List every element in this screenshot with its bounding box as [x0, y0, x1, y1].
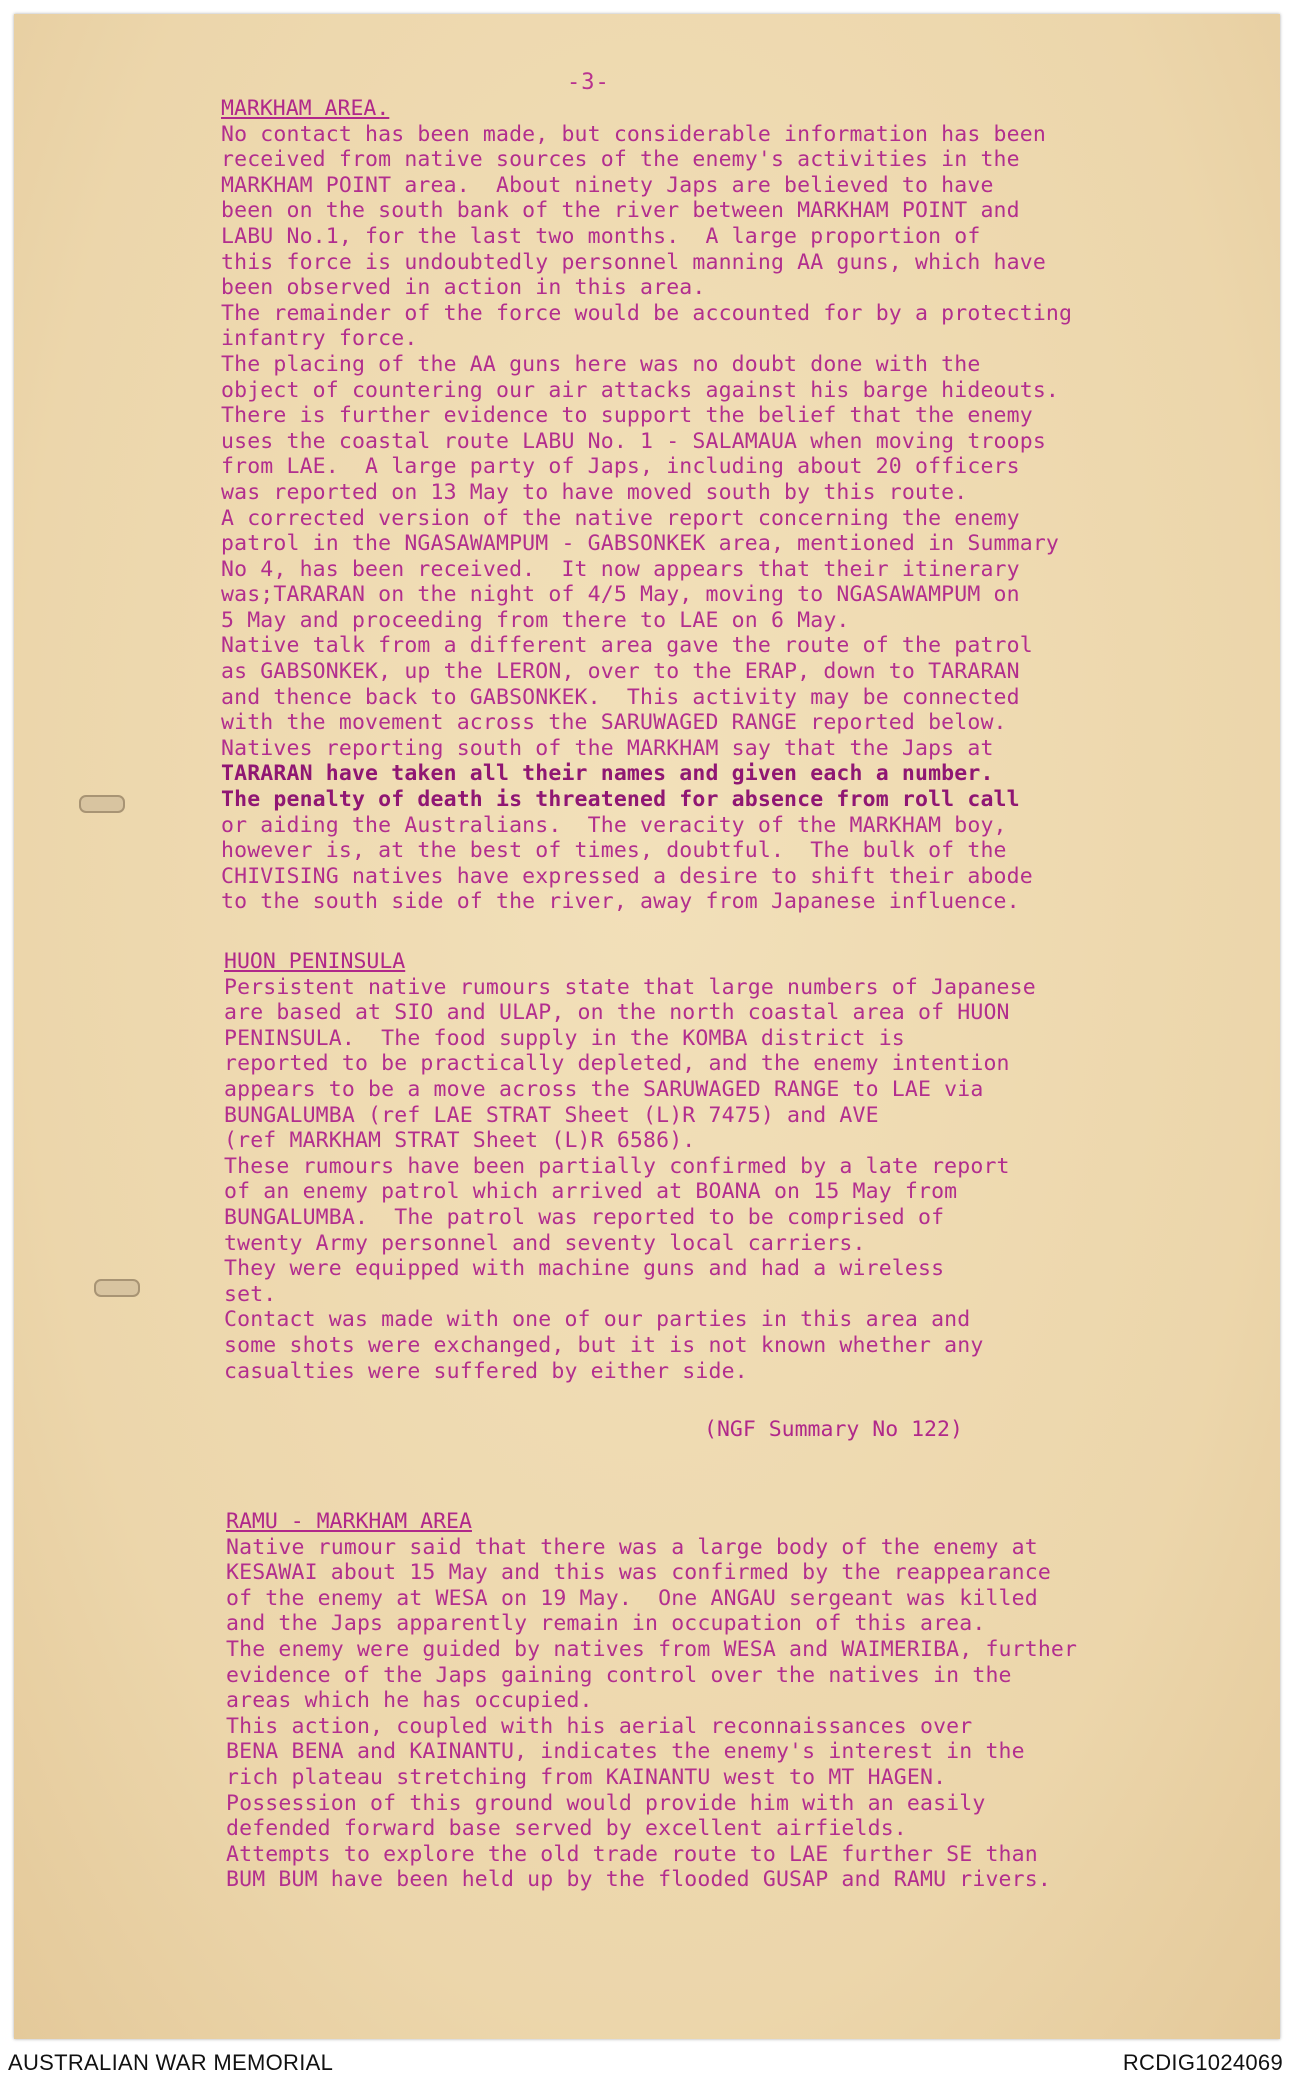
text-line: No contact has been made, but considerable information has been [221, 121, 1046, 147]
text-line: MARKHAM POINT area. About ninety Japs are believed to have [221, 172, 994, 198]
text-line: KESAWAI about 15 May and this was confirmed by the reappearance [226, 1560, 1051, 1586]
text-line: The placing of the AA guns here was no doubt done with the [221, 351, 981, 377]
text-line: with the movement across the SARUWAGED RANGE reported below. [221, 710, 1007, 736]
section-markham-area [221, 96, 1241, 915]
text-line: BUM BUM have been held up by the flooded GUSAP and RAMU rivers. [226, 1867, 1051, 1893]
text-line: defended forward base served by excellent airfields. [226, 1816, 907, 1842]
page-number: -3- [567, 70, 610, 95]
text-line: A corrected version of the native report concerning the enemy [221, 505, 1020, 531]
text-line: from LAE. A large party of Japs, including about 20 officers [221, 454, 1020, 480]
text-line: No 4, has been received. It now appears that their itinerary [221, 556, 1020, 582]
text-line: These rumours have been partially confirmed by a late report [224, 1153, 1010, 1179]
text-line: object of countering our air attacks against his barge hideouts. [221, 377, 1060, 403]
text-line: or aiding the Australians. The veracity of the MARKHAM boy, [221, 812, 1007, 838]
text-line: BUNGALUMBA (ref LAE STRAT Sheet (L)R 7475) and AVE [224, 1102, 879, 1128]
text-line: Possession of this ground would provide him with an easily [226, 1790, 986, 1816]
text-line: and thence back to GABSONKEK. This activity may be connected [221, 684, 1020, 710]
text-line: The remainder of the force would be accounted for by a protecting [221, 300, 1073, 326]
text-line: They were equipped with machine guns and had a wireless [224, 1256, 945, 1282]
text-line: LABU No.1, for the last two months. A large proportion of [221, 223, 981, 249]
text-line: uses the coastal route LABU No. 1 - SALAMAUA when moving troops [221, 428, 1046, 454]
section-heading: RAMU - MARKHAM AREA [226, 1509, 472, 1534]
text-line: TARARAN have taken all their names and given each a number. [221, 761, 994, 787]
text-line: set. [224, 1281, 277, 1307]
text-line: Persistent native rumours state that large numbers of Japanese [224, 974, 1036, 1000]
text-line: this force is undoubtedly personnel manning AA guns, which have [221, 249, 1046, 275]
text-line: was;TARARAN on the night of 4/5 May, moving to NGASAWAMPUM on [221, 582, 1020, 608]
text-line: some shots were exchanged, but it is not known whether any [224, 1332, 984, 1358]
text-line: reported to be practically depleted, and the enemy intention [224, 1051, 1010, 1077]
footer-catalog-id: RCDIG1024069 [1122, 2050, 1283, 2075]
text-line: been observed in action in this area. [221, 275, 706, 301]
text-line: received from native sources of the enemy's activities in the [221, 147, 1020, 173]
text-line: (ref MARKHAM STRAT Sheet (L)R 6586). [224, 1128, 696, 1154]
text-line: to the south side of the river, away from Japanese influence. [221, 889, 1020, 915]
text-line: evidence of the Japs gaining control over the natives in the [226, 1662, 1012, 1688]
binder-hole-bottom [94, 1279, 140, 1297]
text-line: appears to be a move across the SARUWAGED RANGE to LAE via [224, 1076, 984, 1102]
document-page [14, 14, 1280, 2039]
text-line: CHIVISING natives have expressed a desire to shift their abode [221, 863, 1033, 889]
summary-reference: (NGF Summary No 122) [704, 1417, 963, 1442]
text-line: are based at SIO and ULAP, on the north coastal area of HUON [224, 1000, 1010, 1026]
section-heading: HUON PENINSULA [224, 949, 406, 974]
text-line: areas which he has occupied. [226, 1688, 593, 1714]
text-line: BENA BENA and KAINANTU, indicates the enemy's interest in the [226, 1739, 1025, 1765]
text-line: Natives reporting south of the MARKHAM say that the Japs at [221, 735, 994, 761]
text-line: casualties were suffered by either side. [224, 1358, 748, 1384]
text-line: There is further evidence to support the belief that the enemy [221, 403, 1033, 429]
text-line: of the enemy at WESA on 19 May. One ANGAU sergeant was killed [226, 1585, 1038, 1611]
text-line: BUNGALUMBA. The patrol was reported to be comprised of [224, 1204, 945, 1230]
section-body [224, 975, 1244, 1385]
text-line: rich plateau stretching from KAINANTU west to MT HAGEN. [226, 1764, 947, 1790]
section-body [226, 1535, 1246, 1893]
section-body [221, 122, 1241, 915]
text-line: The penalty of death is threatened for absence from roll call [221, 787, 1020, 813]
section-ramu-markham-area [226, 1509, 1246, 1893]
section-heading: MARKHAM AREA. [221, 96, 390, 121]
text-line: Contact was made with one of our parties in this area and [224, 1307, 971, 1333]
section-huon-peninsula [224, 949, 1244, 1384]
text-line: patrol in the NGASAWAMPUM - GABSONKEK area, mentioned in Summary [221, 531, 1060, 557]
text-line: This action, coupled with his aerial reconnaissances over [226, 1713, 973, 1739]
text-line: The enemy were guided by natives from WESA and WAIMERIBA, further [226, 1636, 1078, 1662]
text-line: Native rumour said that there was a large body of the enemy at [226, 1534, 1038, 1560]
text-line: however is, at the best of times, doubtful. The bulk of the [221, 838, 1007, 864]
text-line: PENINSULA. The food supply in the KOMBA district is [224, 1025, 905, 1051]
text-line: of an enemy patrol which arrived at BOANA on 15 May from [224, 1179, 958, 1205]
text-line: was reported on 13 May to have moved south by this route. [221, 479, 968, 505]
text-line: as GABSONKEK, up the LERON, over to the ERAP, down to TARARAN [221, 659, 1020, 685]
text-line: been on the south bank of the river between MARKHAM POINT and [221, 198, 1020, 224]
binder-hole-top [79, 795, 125, 813]
text-line: 5 May and proceeding from there to LAE on 6 May. [221, 607, 850, 633]
text-line: twenty Army personnel and seventy local carriers. [224, 1230, 866, 1256]
text-line: infantry force. [221, 326, 418, 352]
text-line: Attempts to explore the old trade route to LAE further SE than [226, 1841, 1038, 1867]
text-line: Native talk from a different area gave the route of the patrol [221, 633, 1033, 659]
footer-source: AUSTRALIAN WAR MEMORIAL [8, 2050, 334, 2075]
text-line: and the Japs apparently remain in occupation of this area. [226, 1611, 986, 1637]
